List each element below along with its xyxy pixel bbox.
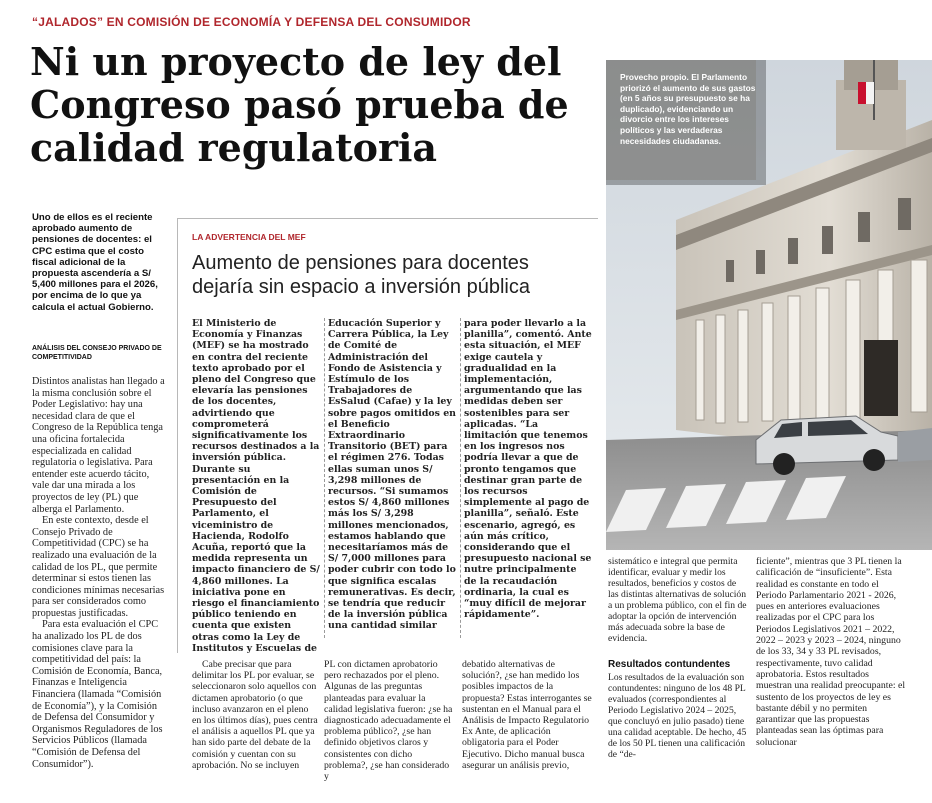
paragraph: El Ministerio de Economía y Finanzas (MEF) se ha mostrado en contra del reciente texto aprobado por el pleno del Congreso que elevaría las pensiones de los docentes, advirtiendo que comprometerá significativamente los recursos destinados a la inversión pública. Durante su presentación en la Comisión de Presupuesto del Parlamento, el viceministro de Hacienda, Rodolfo Acuña, reportó que la medida representa un impacto financiero de S/ 4,860 millones. La iniciativa pone en riesgo el financiamiento público teniendo en cuenta que existen otras como la Ley de Institutos y Escuelas de xyxy=(192,318,320,654)
bottom-column-1 xyxy=(192,659,318,771)
right-column-1-top xyxy=(608,556,748,644)
photo-caption-lead: Provecho propio. xyxy=(620,72,689,82)
photo-caption-text: El Parlamento priorizó el aumento de sus gastos (en 5 años su presupuesto se ha duplicado), evidenciando un divorcio entre los intereses políticos y las verdaderas necesidades ciudadanas. xyxy=(620,72,756,146)
right-column-2 xyxy=(756,556,906,748)
article-kicker: “JALADOS” EN COMISIÓN DE ECONOMÍA Y DEFENSA DEL CONSUMIDOR xyxy=(32,15,471,29)
sidebar-title: Aumento de pensiones para docentes dejaría sin espacio a inversión pública xyxy=(192,252,530,298)
section-heading: Resultados contundentes xyxy=(608,659,731,670)
paragraph: Educación Superior y Carrera Pública, la Ley de Comité de Administración del Fondo de Asistencia y Estímulo de los Trabajadores de EsSalud (Cafae) y la ley sobre pagos omitidos en el Beneficio Extraordinario Transitorio (BET) para el régimen 276. Todas ellas suman unos S/ 3,298 millones de recursos. “Si sumamos estos S/ 4,860 millones más los S/ 3,298 millones mencionados, estamos hablando que necesitaríamos más de S/ 7,000 millones para poder cubrir con todo lo que significa escalas remunerativas. Es decir, se tendría que reducir de la inversión pública una cantidad similar xyxy=(328,318,456,632)
sidebar-kicker: LA ADVERTENCIA DEL MEF xyxy=(192,232,306,242)
photo-caption xyxy=(620,72,760,146)
paragraph: En este contexto, desde el Consejo Privado de Competitividad (CPC) se ha realizado una evaluación de la calidad de los PL, que permite determinar si estos tienen las condiciones mínimas necesarias para ser considerados como propuestas justificadas. xyxy=(32,515,165,619)
paragraph: Cabe precisar que para delimitar los PL por evaluar, se seleccionaron solo aquellos con dictamen aprobatorio (o que incluso avanzaron en el pleno en los últimos días), pues centra el análisis a aquellos PL que ya han sido parte del debate de la comisión y cuentan con su aprobación. No se incluyen xyxy=(192,659,318,771)
paragraph: Distintos analistas han llegado a la misma conclusión sobre el Poder Legislativo: hay una necesidad clara de que el Congreso de la República tenga una oficina fortalecida especializada en calidad regulatoria o legislativa. Para entender este acuerdo tácito, vale dar una mirada a los proyectos de ley (PL) que alberga el Parlamento. xyxy=(32,376,165,515)
left-column xyxy=(32,376,168,770)
article-headline: Ni un proyecto de ley del Congreso pasó prueba de calidad regulatoria xyxy=(30,39,569,170)
right-column-1-bottom xyxy=(608,672,748,760)
paragraph: PL con dictamen aprobatorio pero rechazados por el pleno. Algunas de las preguntas planteadas para evaluar la calidad legislativa fueron: ¿se ha diagnosticado adecuadamente el problema público?, ¿se han definido objetivos claros y consistentes con dicho problema?, ¿se han considerado y xyxy=(324,659,453,783)
bottom-column-2 xyxy=(324,659,454,782)
article-deck: Uno de ellos es el reciente aprobado aumento de pensiones de docentes: el CPC estima que el costo fiscal adicional de la propuesta ascendería a S/ 5,400 millones para el 2026, por encima de lo que ya calcula el actual Gobierno. xyxy=(32,212,158,313)
bottom-column-3 xyxy=(462,659,594,771)
paragraph: Para esta evaluación el CPC ha analizado los PL de dos comisiones clave para la competitividad del país: la Comisión de Economía, Banca, Finanzas e Inteligencia Financiera (llamada “Comisión de Economía”), y la Comisión de Defensa del Consumidor y Organismos Reguladores de los Servicios Públicos (llamada “Comisión de Defensa del Consumidor”). xyxy=(32,619,163,770)
sidebar-column-2 xyxy=(328,318,456,632)
paragraph: sistemático e integral que permita identificar, evaluar y medir los resultados, beneficios y costos de las distintas alternativas de solución a un problema público, con el fin de adoptar la opción de intervención más adecuada sobre la base de evidencia. xyxy=(608,556,747,644)
sidebar-column-1 xyxy=(192,318,320,654)
paragraph: Los resultados de la evaluación son contundentes: ninguno de los 48 PL evaluados (correspondientes al Periodo Legislativo 2024 – 2025, que concluyó en julio pasado) tiene una calidad aceptable. De hecho, 45 de los 50 PL tienen una calificación de “de- xyxy=(608,672,747,760)
column-divider xyxy=(460,318,461,638)
paragraph: para poder llevarlo a la planilla”, comentó. Ante esta situación, el MEF exige cautela y gradualidad en la implementación, argumentando que las medidas deben ser sostenibles para ser aplicadas. “La limitación que tenemos en los ingresos nos podría llevar a que de pronto tengamos que destinar gran parte de los recursos simplemente al pago de planilla”, señaló. Este escenario, agregó, es aún más crítico, considerando que el presupuesto nacional se nutre principalmente de la recaudación ordinaria, la cual es “muy difícil de mejorar rápidamente”. xyxy=(464,318,592,621)
sidebar-column-3 xyxy=(464,318,592,620)
paragraph: debatido alternativas de solución?, ¿se han medido los posibles impactos de la propuesta? Estas interrogantes se sustentan en el Manual para el Análisis de Impacto Regulatorio Ex Ante, de aplicación obligatoria para el Poder Ejecutivo. Dicho manual busca asegurar un análisis previo, xyxy=(462,659,592,771)
subsection-label: ANÁLISIS DEL CONSEJO PRIVADO DE COMPETITIVIDAD xyxy=(32,345,162,361)
paragraph: ficiente”, mientras que 3 PL tienen la calificación de “insuficiente”. Esta realidad es constante en todo el Periodo Parlamentario 2021 - 2026, pues en anteriores evaluaciones realizadas por el CPC para los Periodos Legislativos 2021 – 2022, 2022 – 2023 y 2023 – 2024, ninguno de los 33, 34 y 33 PL revisados, respectivamente, tuvo calidad aprobatoria. Estos resultados muestran una realidad preocupante: el sustento de los proyectos de ley es bastante débil y no permiten garantizar que las propuestas planteadas sean las óptimas para solucionar xyxy=(756,556,906,748)
column-divider xyxy=(324,318,325,638)
